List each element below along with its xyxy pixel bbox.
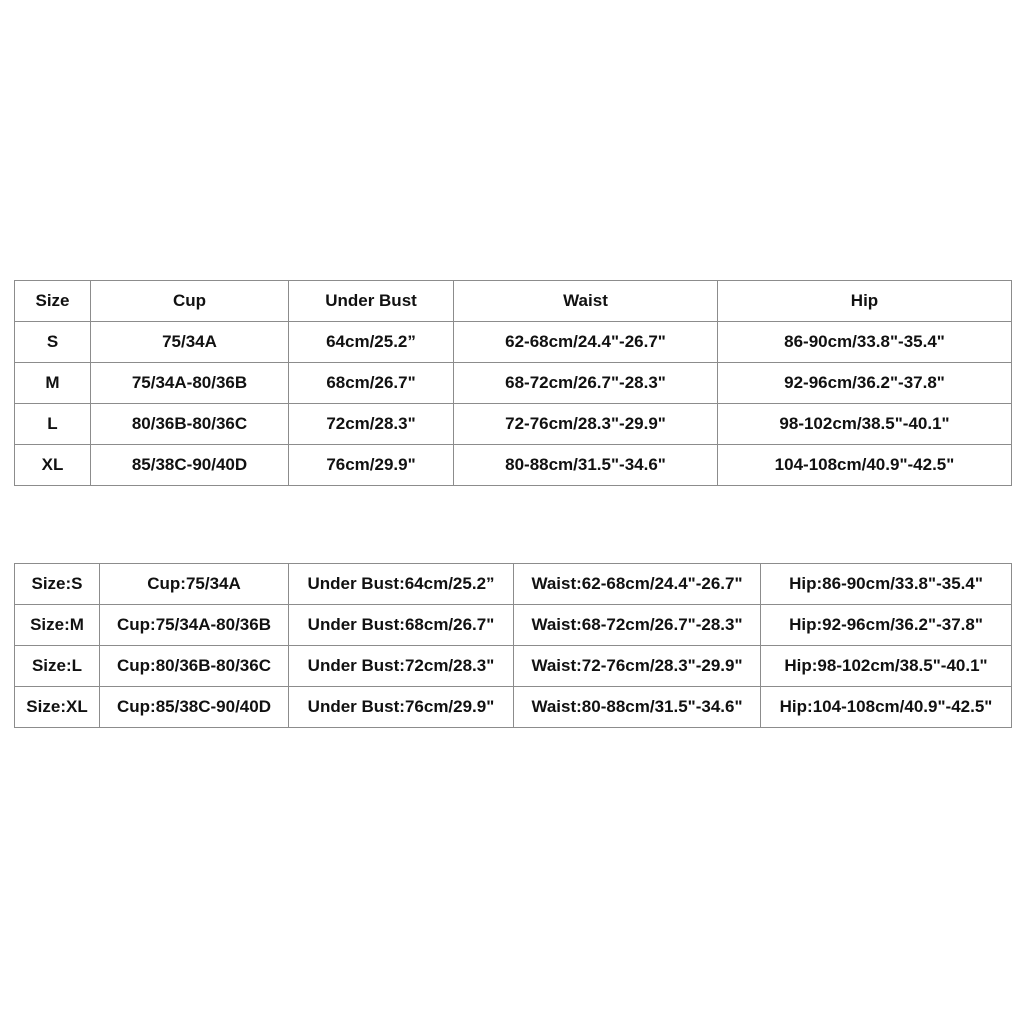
- cell-cup: 75/34A-80/36B: [91, 363, 289, 404]
- cell-waist: Waist:72-76cm/28.3"-29.9": [514, 646, 761, 687]
- header-hip: Hip: [718, 281, 1012, 322]
- cell-hip: Hip:104-108cm/40.9"-42.5": [761, 687, 1012, 728]
- header-cup: Cup: [91, 281, 289, 322]
- cell-waist: Waist:68-72cm/26.7"-28.3": [514, 605, 761, 646]
- cell-waist: 80-88cm/31.5"-34.6": [454, 445, 718, 486]
- cell-hip: 104-108cm/40.9"-42.5": [718, 445, 1012, 486]
- cell-under-bust: 64cm/25.2”: [289, 322, 454, 363]
- cell-size: Size:M: [15, 605, 100, 646]
- cell-under-bust: Under Bust:64cm/25.2”: [289, 564, 514, 605]
- cell-cup: Cup:80/36B-80/36C: [100, 646, 289, 687]
- cell-size: M: [15, 363, 91, 404]
- cell-hip: 86-90cm/33.8"-35.4": [718, 322, 1012, 363]
- size-chart-table: [14, 280, 1012, 486]
- cell-hip: 98-102cm/38.5"-40.1": [718, 404, 1012, 445]
- cell-waist: 62-68cm/24.4"-26.7": [454, 322, 718, 363]
- cell-cup: Cup:75/34A: [100, 564, 289, 605]
- cell-size: Size:S: [15, 564, 100, 605]
- cell-waist: Waist:62-68cm/24.4"-26.7": [514, 564, 761, 605]
- cell-waist: Waist:80-88cm/31.5"-34.6": [514, 687, 761, 728]
- cell-hip: Hip:92-96cm/36.2"-37.8": [761, 605, 1012, 646]
- cell-under-bust: Under Bust:76cm/29.9": [289, 687, 514, 728]
- cell-size: Size:XL: [15, 687, 100, 728]
- header-under-bust: Under Bust: [289, 281, 454, 322]
- cell-cup: Cup:75/34A-80/36B: [100, 605, 289, 646]
- table-header-row: [15, 281, 1012, 322]
- cell-cup: 85/38C-90/40D: [91, 445, 289, 486]
- cell-hip: 92-96cm/36.2"-37.8": [718, 363, 1012, 404]
- table-row: [15, 564, 1012, 605]
- table-row: [15, 687, 1012, 728]
- table-row: [15, 646, 1012, 687]
- cell-cup: Cup:85/38C-90/40D: [100, 687, 289, 728]
- table-row: [15, 605, 1012, 646]
- cell-under-bust: 72cm/28.3": [289, 404, 454, 445]
- cell-size: XL: [15, 445, 91, 486]
- cell-size: Size:L: [15, 646, 100, 687]
- cell-under-bust: 76cm/29.9": [289, 445, 454, 486]
- table-row: [15, 363, 1012, 404]
- cell-size: S: [15, 322, 91, 363]
- header-waist: Waist: [454, 281, 718, 322]
- cell-under-bust: 68cm/26.7": [289, 363, 454, 404]
- table-row: [15, 404, 1012, 445]
- cell-cup: 75/34A: [91, 322, 289, 363]
- table-row: [15, 322, 1012, 363]
- table-row: [15, 445, 1012, 486]
- cell-under-bust: Under Bust:68cm/26.7": [289, 605, 514, 646]
- cell-size: L: [15, 404, 91, 445]
- header-size: Size: [15, 281, 91, 322]
- cell-under-bust: Under Bust:72cm/28.3": [289, 646, 514, 687]
- cell-waist: 72-76cm/28.3"-29.9": [454, 404, 718, 445]
- cell-waist: 68-72cm/26.7"-28.3": [454, 363, 718, 404]
- cell-cup: 80/36B-80/36C: [91, 404, 289, 445]
- cell-hip: Hip:86-90cm/33.8"-35.4": [761, 564, 1012, 605]
- size-chart-labeled-table: [14, 563, 1012, 728]
- cell-hip: Hip:98-102cm/38.5"-40.1": [761, 646, 1012, 687]
